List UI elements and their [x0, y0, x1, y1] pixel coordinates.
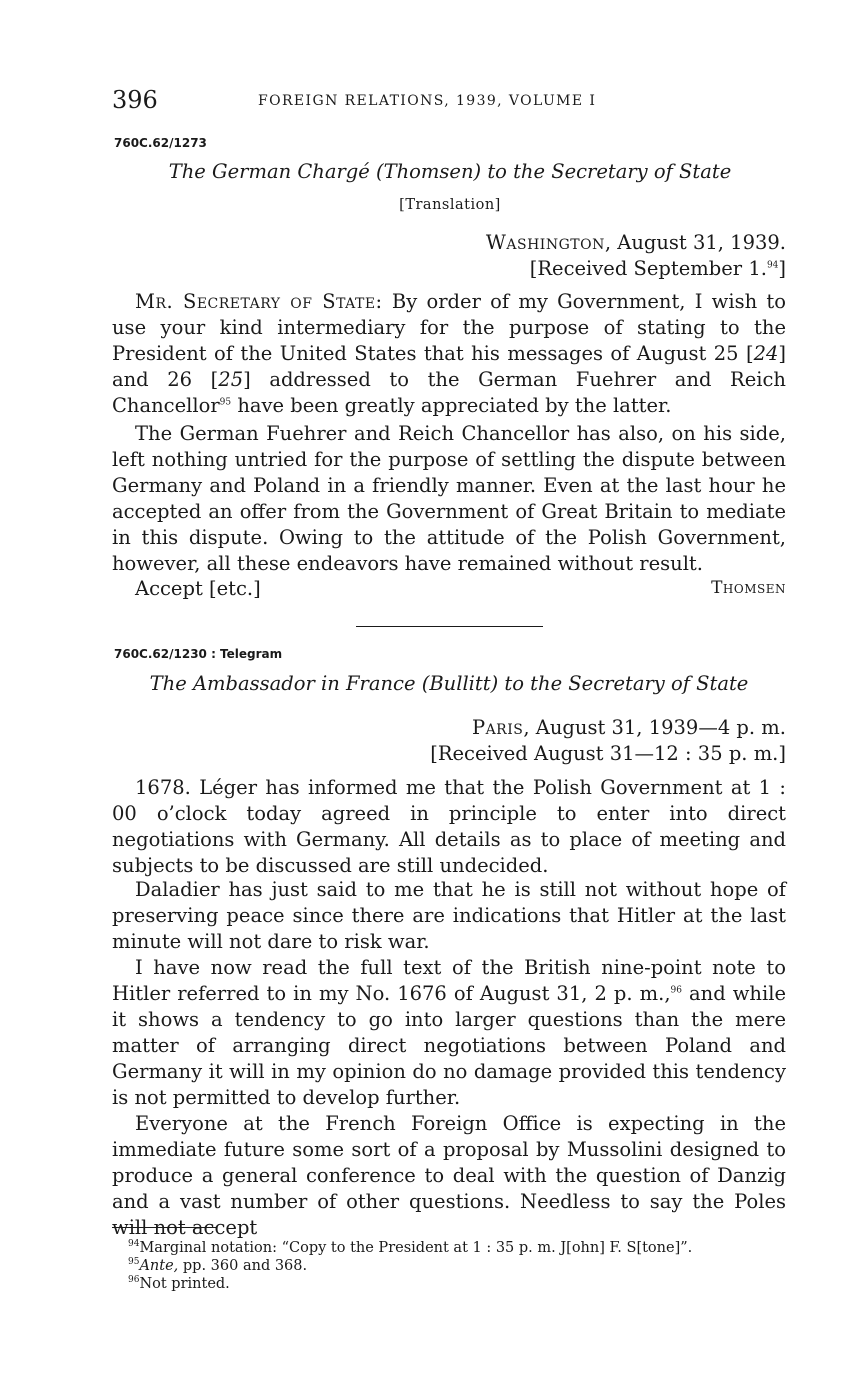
paragraph-text: By order of my Government, I wish to use your kind intermediary for the purpose of stating to the President of the United States that his messages of August 25 [: [112, 290, 786, 365]
dateline-place: Paris: [471, 716, 524, 739]
footnote-number: 96: [128, 1275, 140, 1286]
paragraph: [112, 955, 786, 1110]
document-ref: 25: [218, 367, 244, 391]
section-divider: [356, 626, 543, 627]
paragraph: Daladier has just said to me that he is still not without hope of preserving peace since there are indications that Hitler at the last minute will not dare to risk war.: [112, 878, 786, 953]
footnote-text: Not printed.: [139, 1276, 230, 1292]
footnote-text: pp. 360 and 368.: [178, 1258, 308, 1274]
document-ref: 24: [753, 341, 779, 365]
file-number: 760C.62/1230 : Telegram: [114, 647, 283, 661]
footnote-ref: 94: [766, 260, 779, 271]
dateline: [472, 715, 786, 741]
footnote: [128, 1258, 307, 1274]
document-heading: The Ambassador in France (Bullitt) to the Secretary of State: [149, 672, 749, 695]
footnote-text: Marginal notation: “Copy to the President at 1 : 35 p. m. J[ohn] F. S[tone]”.: [139, 1240, 693, 1256]
paragraph: 1678. Léger has informed me that the Polish Government at 1 : 00 o’clock today agreed in principle to enter into direct negotiations with Germany. All details as to place of meeting and subjects to be discussed are still undecided.: [112, 776, 786, 877]
paragraph: Everyone at the French Foreign Office is expecting in the immediate future some sort of a proposal by Mussolini designed to produce a general conference to deal with the question of Danzig and a vast number of other questions. Needless to say the Poles will not accept: [112, 1112, 786, 1239]
footnote-ref: 96: [670, 985, 682, 996]
salutation: Mr. Secretary of State:: [135, 290, 383, 313]
dateline: [486, 230, 786, 256]
paragraph: The German Fuehrer and Reich Chancellor has also, on his side, left nothing untried for the purpose of settling the dispute between Germany and Poland in a friendly manner. Even at the last hour he accepted an offer from the Government of Great Britain to mediate in this dispute. Owing to the attitude of the Polish Government, however, all these endeavors have remained without result.: [112, 422, 786, 575]
dateline-place: Washington: [485, 231, 605, 254]
document-heading: The German Chargé (Thomsen) to the Secretary of State: [168, 160, 732, 183]
page-number: 396: [112, 86, 158, 114]
received-text: [Received September 1.: [529, 257, 767, 280]
footnote-ref: 95: [219, 397, 232, 408]
received-close: ]: [778, 257, 786, 280]
dateline-date: , August 31, 1939.: [604, 231, 786, 254]
paragraph-text: ] and 26 [: [112, 341, 786, 391]
received-line: [Received August 31—12 : 35 p. m.]: [430, 742, 786, 765]
dateline-date: , August 31, 1939—4 p. m.: [523, 716, 786, 739]
paragraph-text: I have now read the full text of the British nine-point note to Hitler referred to in my No. 1676 of August 31, 2 p. m.,: [112, 956, 786, 1005]
footnote-number: 94: [128, 1239, 140, 1250]
paragraph-text: and while it shows a tendency to go into larger questions than the mere matter of arranging direct negotiations between Poland and Germany it will in my opinion do no damage provided this tendency is not permitted to develop further.: [112, 981, 787, 1109]
file-number: 760C.62/1273: [114, 136, 207, 150]
footnote-italic: Ante,: [139, 1258, 179, 1274]
paragraph-text: have been greatly appreciated by the latter.: [231, 393, 672, 417]
signature: Thomsen: [711, 578, 786, 598]
footnote: [128, 1276, 230, 1292]
running-title: FOREIGN RELATIONS, 1939, VOLUME I: [258, 93, 597, 109]
received-line: [530, 256, 786, 282]
footnote-rule: [112, 1227, 216, 1228]
paragraph-text: ] addressed to the German Fuehrer and Reich Chancellor: [112, 367, 786, 417]
footnote-number: 95: [128, 1257, 140, 1268]
closing: Accept [etc.]: [135, 577, 261, 600]
translation-note: [Translation]: [399, 197, 501, 213]
paragraph: [112, 289, 786, 419]
footnote: [128, 1240, 692, 1256]
